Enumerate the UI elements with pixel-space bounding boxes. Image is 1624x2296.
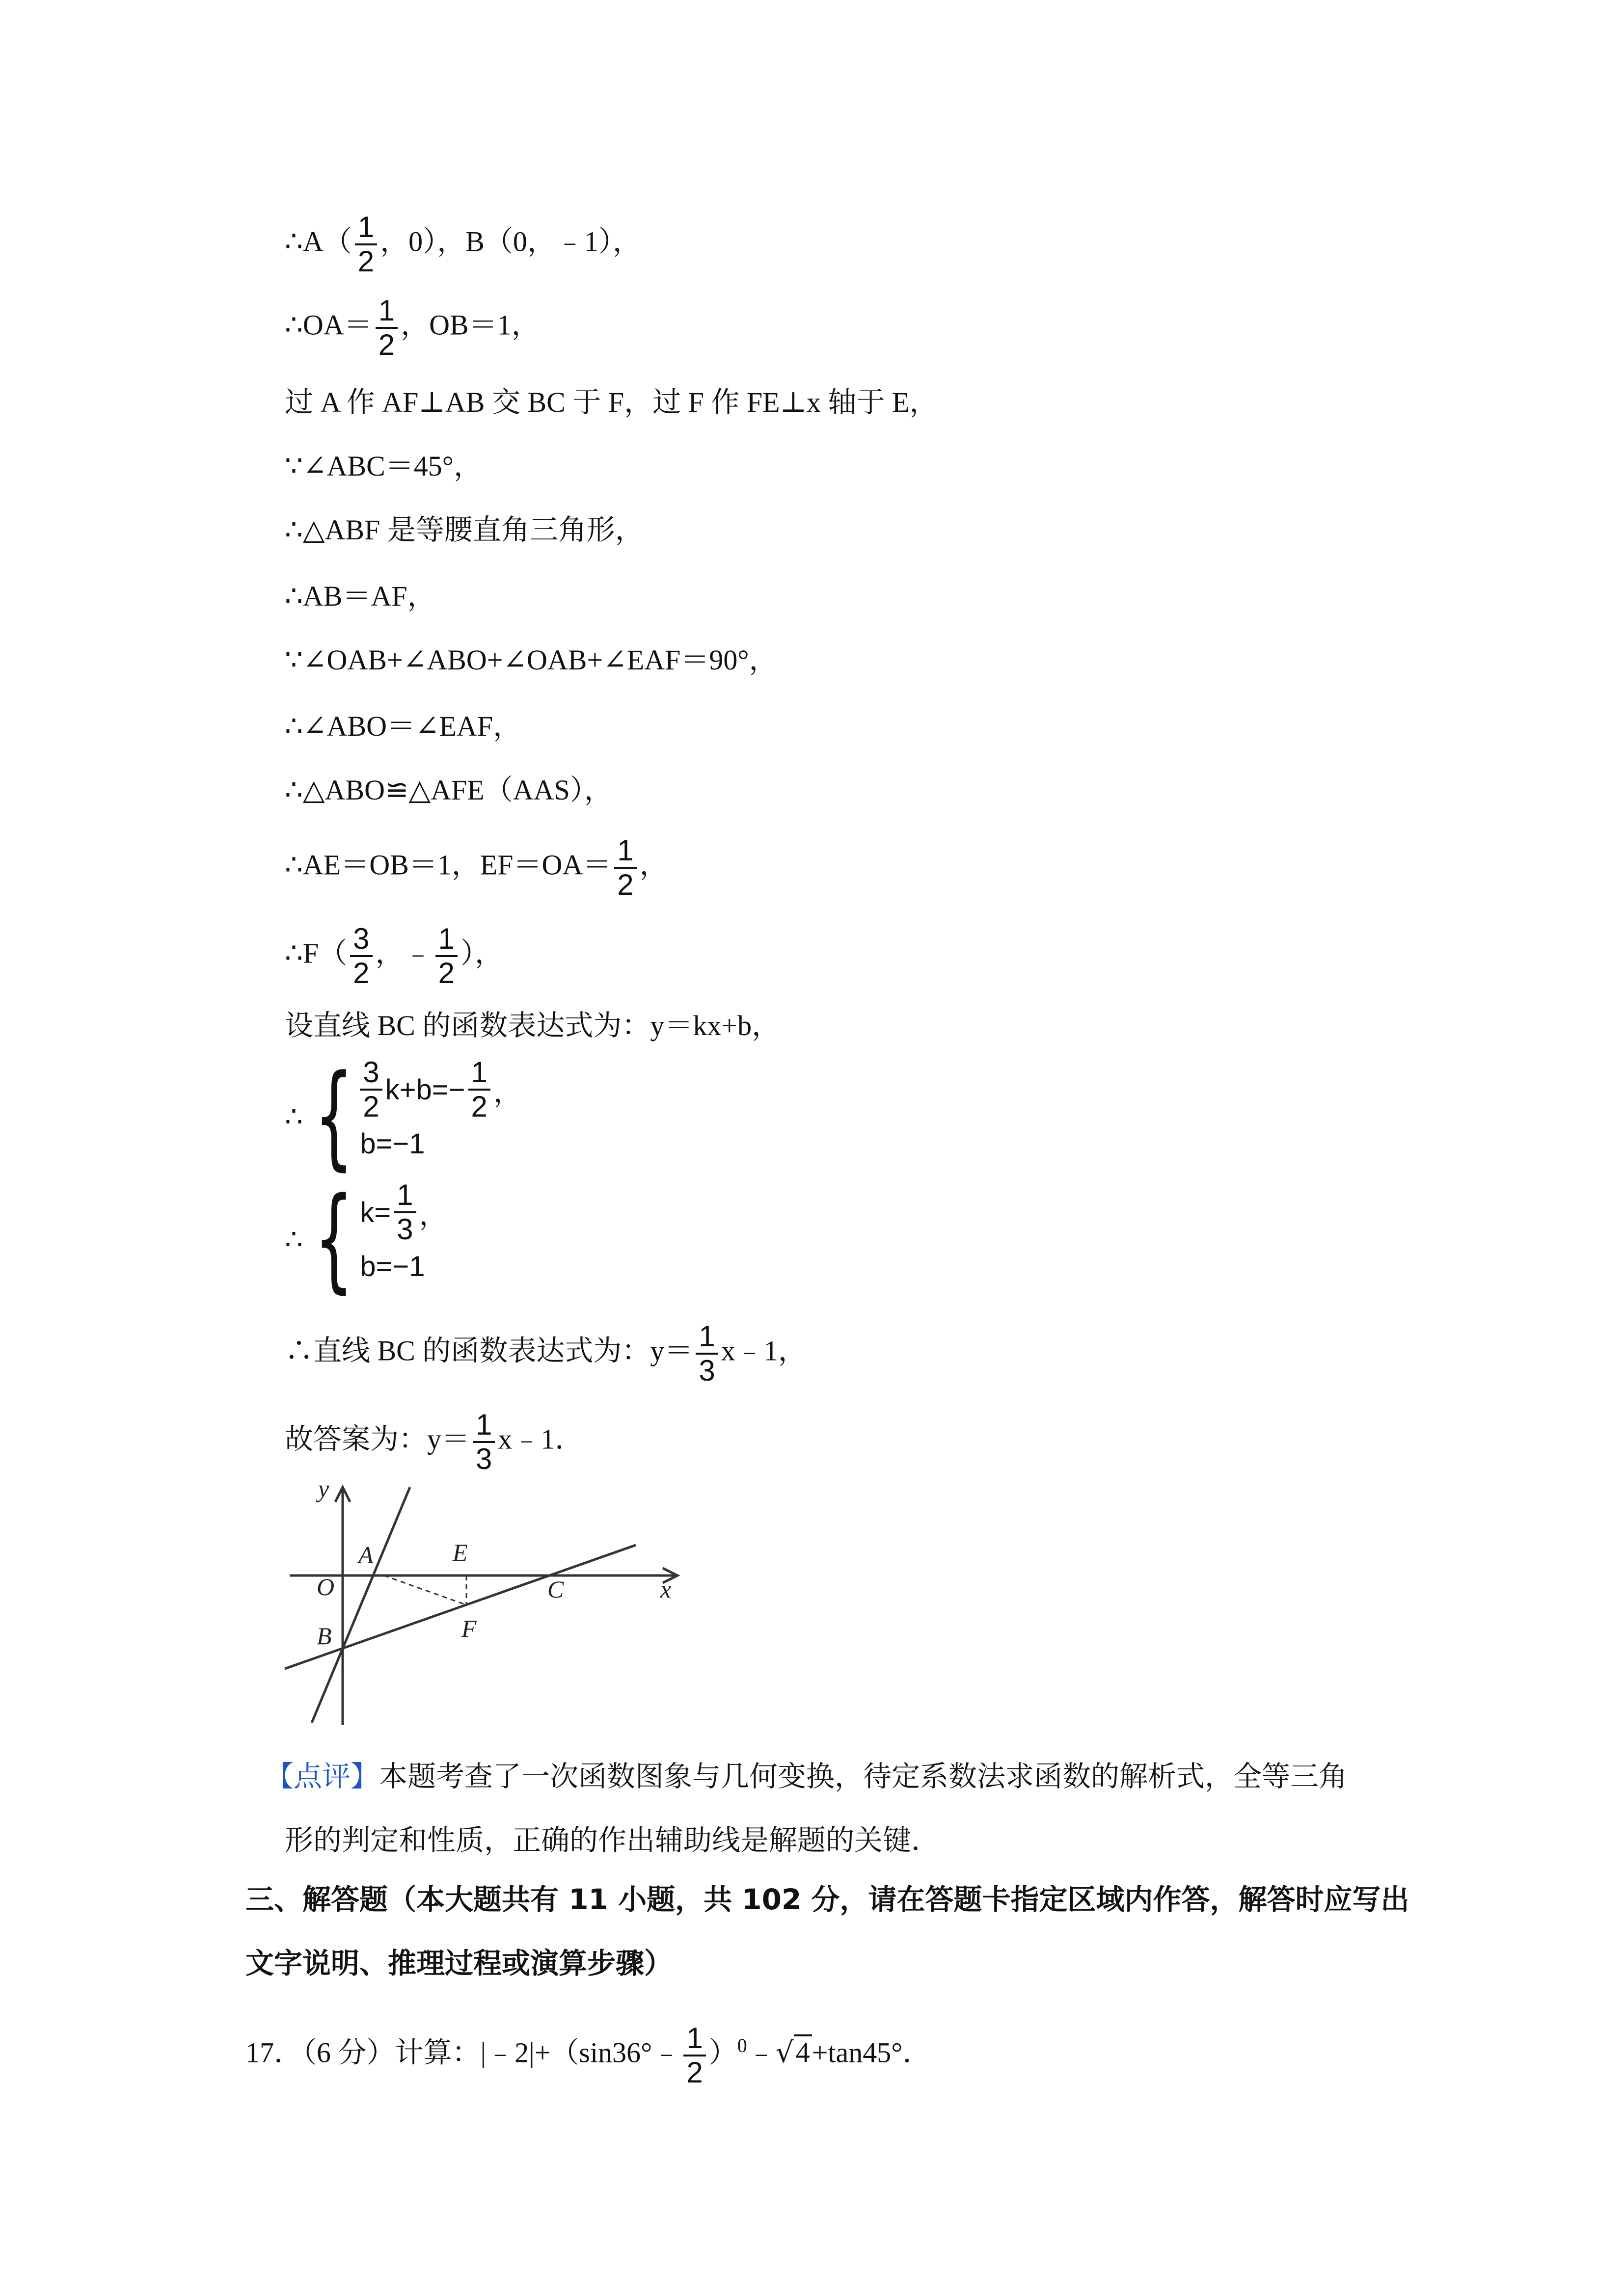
- text: b=−1: [360, 1127, 425, 1160]
- denominator: 2: [363, 1090, 379, 1123]
- text: ，﹣: [375, 937, 433, 969]
- denominator: 3: [699, 1354, 715, 1387]
- denominator: 2: [617, 868, 634, 901]
- fraction: [360, 1056, 382, 1123]
- equation-system-2: [285, 1174, 448, 1305]
- numerator: 1: [355, 211, 377, 245]
- equation-system-1: [285, 1051, 522, 1182]
- line-isosceles: ∴△ABF 是等腰直角三角形，: [285, 514, 644, 546]
- label-f: F: [461, 1615, 477, 1642]
- fraction: [473, 1409, 495, 1475]
- left-brace-icon: {: [314, 1051, 354, 1182]
- system-row: [360, 1178, 448, 1246]
- text: 17．（6 分）计算：|﹣2|+（sin36°﹣: [245, 2036, 681, 2069]
- denominator: 3: [397, 1213, 413, 1246]
- label-a: A: [358, 1541, 374, 1569]
- fraction: [350, 923, 372, 989]
- question-17: [245, 2022, 931, 2089]
- therefore-symbol: ∴: [285, 1101, 303, 1133]
- text: ）: [708, 2036, 737, 2069]
- line-coordinates-ab: [285, 211, 641, 278]
- section-heading-line-1: 三、解答题（本大题共有 11 小题，共 102 分，请在答题卡指定区域内作答，解答时应写出: [245, 1883, 1409, 1916]
- denominator: 2: [378, 328, 395, 361]
- text: ∴直线 BC 的函数表达式为：y＝: [285, 1335, 693, 1367]
- numerator: 3: [360, 1056, 382, 1091]
- text: k+b=−: [385, 1073, 465, 1106]
- line-ae-ef: [285, 834, 668, 901]
- line-angle-sum: ∵∠OAB+∠ABO+∠OAB+∠EAF＝90°，: [285, 644, 778, 676]
- fraction: [376, 294, 398, 361]
- denominator: 2: [686, 2056, 703, 2089]
- coordinate-figure: [275, 1477, 697, 1733]
- system-row: [360, 1239, 447, 1293]
- fraction: [435, 923, 458, 989]
- left-brace-icon: {: [314, 1174, 354, 1305]
- text: ，0），B（0，﹣1），: [380, 225, 641, 258]
- denominator: 3: [476, 1442, 492, 1475]
- fraction: [696, 1320, 718, 1387]
- line-ab: [312, 1487, 410, 1723]
- therefore-symbol: ∴: [285, 1224, 303, 1255]
- fraction: [683, 2022, 705, 2089]
- sqrt-icon: √: [775, 2035, 794, 2069]
- numerator: 3: [350, 923, 372, 957]
- numerator: 1: [696, 1320, 718, 1355]
- numerator: 1: [473, 1409, 495, 1443]
- text: x﹣1．: [498, 1423, 584, 1455]
- line-ab-af: ∴AB＝AF，: [285, 580, 436, 612]
- text: ﹣: [747, 2036, 776, 2069]
- text: ，: [493, 1076, 522, 1108]
- label-c: C: [547, 1575, 564, 1603]
- line-oa-ob: [285, 294, 540, 361]
- line-answer: [285, 1409, 583, 1475]
- comment-text: 本题考查了一次函数图象与几何变换，待定系数法求函数的解析式，全等三角: [379, 1761, 1348, 1792]
- text: ∴A（: [285, 225, 352, 258]
- fraction: [355, 211, 377, 278]
- sqrt-radicand: 4: [794, 2034, 812, 2068]
- dashed-af: [384, 1575, 466, 1605]
- section-heading: [245, 1875, 1409, 1988]
- comment-line-2: [265, 1816, 1347, 1865]
- line-angle-eq: ∴∠ABO＝∠EAF，: [285, 710, 522, 742]
- text: 故答案为：y＝: [285, 1423, 470, 1455]
- label-y: y: [318, 1477, 329, 1502]
- line-bc-expression: [285, 1320, 807, 1387]
- section-heading-line-2: 文字说明、推理过程或演算步骤）: [245, 1947, 673, 1980]
- system-rows: [360, 1056, 522, 1171]
- label-b: B: [317, 1622, 332, 1650]
- comment-tag: 【点评】: [265, 1761, 379, 1792]
- denominator: 2: [471, 1090, 487, 1123]
- comment-text: 形的判定和性质，正确的作出辅助线是解题的关键．: [285, 1824, 940, 1856]
- numerator: 1: [376, 294, 398, 329]
- text: +tan45°．: [812, 2036, 931, 2069]
- system-row: [360, 1056, 522, 1123]
- numerator: 1: [394, 1179, 416, 1213]
- comment-line-1: [265, 1752, 1347, 1801]
- text: ，: [639, 849, 668, 881]
- exponent: 0: [737, 2034, 747, 2056]
- text: ），: [460, 937, 503, 969]
- text: x﹣1，: [721, 1335, 807, 1367]
- denominator: 2: [357, 245, 375, 278]
- text: ，: [419, 1199, 448, 1231]
- fraction: [394, 1179, 416, 1246]
- text: ∴OA＝: [285, 309, 373, 341]
- denominator: 2: [353, 957, 370, 989]
- text: b=−1: [360, 1250, 425, 1282]
- line-point-f: [285, 923, 503, 989]
- system-rows: [360, 1178, 448, 1293]
- fraction: [614, 834, 636, 901]
- line-set-expression: 设直线 BC 的函数表达式为：y＝kx+b，: [285, 1010, 781, 1041]
- numerator: 1: [435, 923, 458, 957]
- line-angle-abc: ∵∠ABC＝45°，: [285, 450, 482, 482]
- label-x: x: [660, 1575, 672, 1603]
- denominator: 2: [438, 957, 455, 989]
- system-row: [360, 1117, 522, 1171]
- numerator: 1: [683, 2022, 705, 2056]
- text: ∴F（: [285, 937, 348, 969]
- numerator: 1: [468, 1056, 490, 1091]
- line-construction: 过 A 作 AF⊥AB 交 BC 于 F，过 F 作 FE⊥x 轴于 E，: [285, 386, 938, 418]
- numerator: 1: [614, 834, 636, 869]
- text: ∴AE＝OB＝1，EF＝OA＝: [285, 849, 612, 881]
- fraction: [468, 1056, 490, 1123]
- text: k=: [360, 1196, 391, 1228]
- label-o: O: [317, 1573, 335, 1601]
- line-congruent: ∴△ABO≌△AFE（AAS），: [285, 774, 613, 806]
- comment-block: [265, 1752, 1347, 1865]
- label-e: E: [453, 1539, 468, 1566]
- text: ，OB＝1，: [401, 309, 540, 341]
